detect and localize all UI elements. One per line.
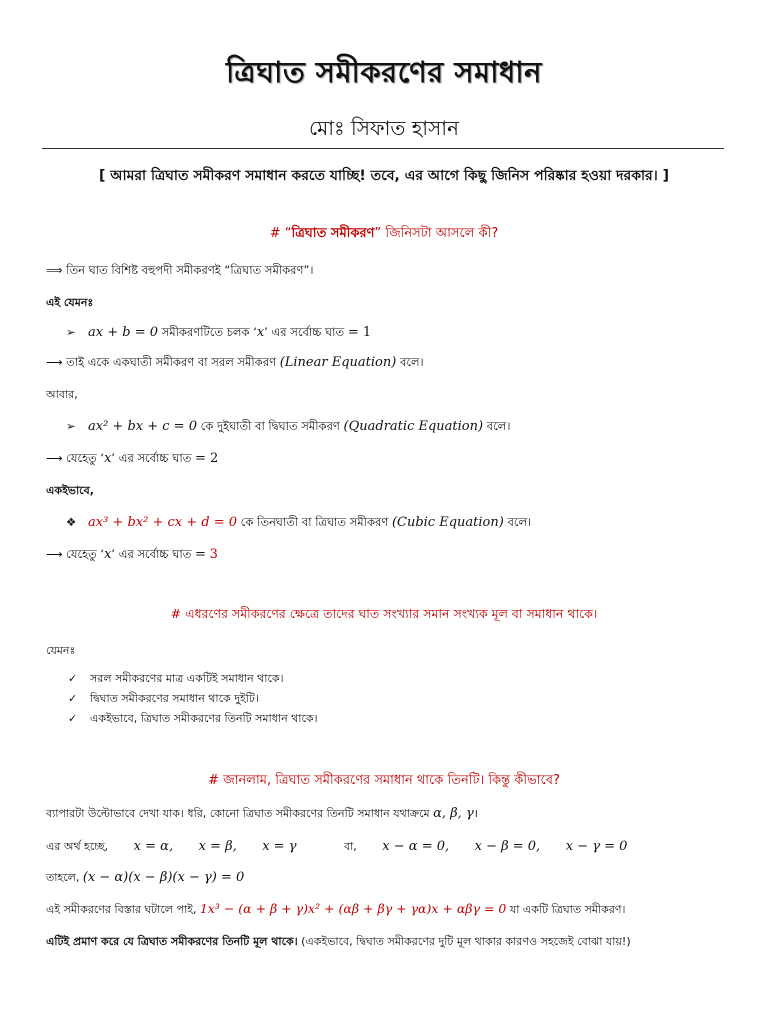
title-divider — [42, 148, 724, 149]
diamond-bullet-icon: ❖ — [66, 515, 77, 529]
conclusion-line: এটিই প্রমাণ করে যে ত্রিঘাত সমীকরণের তিনটি মূল থাকে। (একইভাবে, দ্বিঘাত সমীকরণের দুটি মূল থাকার কারণও সহজেই বোঝা যায়!) — [46, 935, 631, 948]
example-label-2: যেমনঃ — [46, 644, 76, 657]
arrow-bullet-icon: ➢ — [66, 419, 76, 433]
checkmark-icon: ✓ — [68, 672, 78, 685]
intro-note: [ আমরা ত্রিঘাত সমীকরণ সমাধান করতে যাচ্ছি! তবে, এর আগে কিছু জিনিস পরিষ্কার হওয়া দরকার। ] — [98, 168, 670, 184]
cubic-note-line: ⟶ যেহেতু ‘x’ এর সর্বোচ্চ ঘাত = 3 — [46, 547, 218, 562]
section-heading-roots-count: # এধরণের সমীকরণের ক্ষেত্রে তাদের ঘাত সংখ্যার সমান সংখ্যক মূল বা সমাধান থাকে। — [170, 606, 598, 621]
check-list-item: ✓ সরল সমীকরণের মাত্র একটিই সমাধান থাকে। — [68, 672, 284, 685]
check-list-item: ✓ দ্বিঘাত সমীকরণের সমাধান থাকে দুইটি। — [68, 692, 259, 705]
checkmark-icon: ✓ — [68, 692, 78, 705]
meaning-line: এর অর্থ হচ্ছে, x = α, x = β, x = γ বা, x − α = 0, x − β = 0, x − γ = 0 — [46, 839, 628, 854]
definition-line: ⟹ তিন ঘাত বিশিষ্ট বহুপদী সমীকরণই “ত্রিঘাত সমীকরণ”। — [46, 263, 314, 277]
document-title: ত্রিঘাত সমীকরণের সমাধান — [226, 55, 542, 89]
linear-note-line: ⟶ তাই একে একঘাতী সমীকরণ বা সরল সমীকরণ (Linear Equation) বলে। — [46, 355, 424, 370]
cubic-example-line: ❖ ax³ + bx² + cx + d = 0 কে তিনঘাতী বা ত্রিঘাত সমীকরণ (Cubic Equation) বলে। — [66, 515, 532, 530]
quadratic-example-line: ➢ ax² + bx + c = 0 কে দুইঘাতী বা দ্বিঘাত সমীকরণ (Quadratic Equation) বলে। — [66, 419, 511, 434]
section-heading-how: # জানলাম, ত্রিঘাত সমীকরণের সমাধান থাকে তিনটি। কিন্তু কীভাবে? — [208, 773, 560, 788]
arrow-bullet-icon: ➢ — [66, 325, 76, 339]
example-label: এই যেমনঃ — [46, 296, 94, 309]
expansion-line: এই সমীকরণের বিস্তার ঘটালে পাই, 1x³ − (α + β + γ)x² + (αβ + βγ + γα)x + αβγ = 0 যা একটি ত্রিঘাত সমীকরণ। — [46, 901, 626, 916]
linear-example-line: ➢ ax + b = 0 সমীকরণটিতে চলক ‘x’ এর সর্বোচ্চ ঘাত = 1 — [66, 325, 372, 340]
long-arrow-icon: ⟶ — [46, 451, 63, 465]
checkmark-icon: ✓ — [68, 712, 78, 725]
similarly-label: একইভাবে, — [46, 484, 94, 497]
author-name: মোঃ সিফাত হাসান — [308, 116, 459, 140]
check-list-item: ✓ একইভাবে, ত্রিঘাত সমীকরণের তিনটি সমাধান থাকে। — [68, 712, 318, 725]
section-heading-what-is-cubic: # “ত্রিঘাত সমীকরণ” জিনিসটা আসলে কী? — [269, 226, 499, 241]
reverse-line: ব্যাপারটা উল্টোভাবে দেখা যাক। ধরি, কোনো ত্রিঘাত সমীকরণের তিনটি সমাধান যথাক্রমে α, β, γ। — [46, 806, 478, 821]
again-label: আবার, — [46, 388, 78, 401]
long-arrow-icon: ⟶ — [46, 355, 63, 369]
implies-arrow-icon: ⟹ — [46, 263, 63, 277]
product-line: তাহলে, (x − α)(x − β)(x − γ) = 0 — [46, 870, 245, 885]
long-arrow-icon: ⟶ — [46, 547, 63, 561]
quadratic-note-line: ⟶ যেহেতু ‘x’ এর সর্বোচ্চ ঘাত = 2 — [46, 451, 219, 466]
